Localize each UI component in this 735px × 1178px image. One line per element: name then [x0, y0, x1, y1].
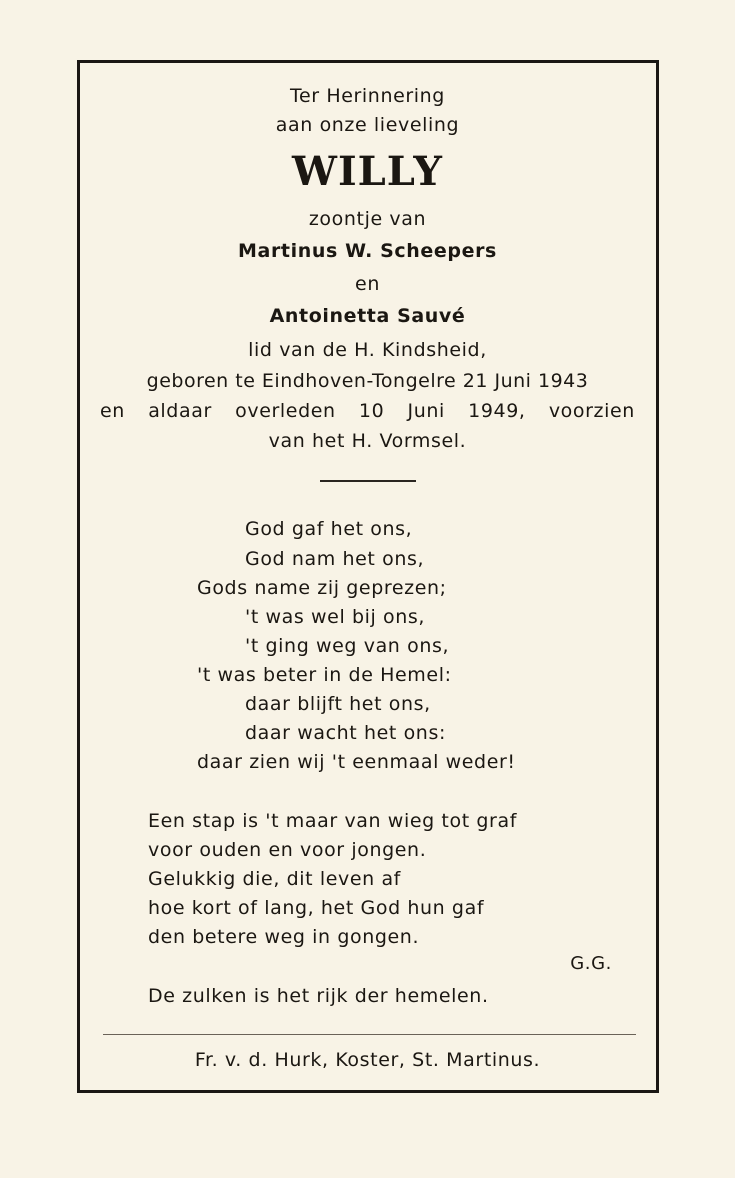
poem1-line: 't ging weg van ons, — [245, 635, 450, 657]
death-word: aldaar — [148, 400, 212, 422]
death-word: voorzien — [548, 400, 635, 422]
heading-line-2: aan onze lieveling — [275, 114, 460, 136]
poem1-line: God gaf het ons, — [245, 518, 413, 540]
conjunction-text: en — [355, 273, 380, 295]
birth-text: geboren te Eindhoven-Tongelre 21 Juni 1943 — [146, 370, 589, 392]
death-word: 10 — [358, 400, 385, 422]
poem1-line: 't was wel bij ons, — [245, 606, 426, 628]
death-line — [100, 399, 635, 423]
printer-credit: Fr. v. d. Hurk, Koster, St. Martinus. — [194, 1049, 541, 1071]
death-word: Juni — [407, 400, 445, 422]
poem2-line: voor ouden en voor jongen. — [148, 839, 427, 861]
poem-signature: G.G. — [570, 953, 612, 974]
birth-line — [100, 369, 635, 393]
poem2-line: den betere weg in gongen. — [148, 926, 420, 948]
father-name: Martinus W. Scheepers — [238, 240, 497, 262]
separator-rule — [320, 480, 416, 482]
poem1-line: daar zien wij 't eenmaal weder! — [197, 751, 516, 773]
poem1-line: 't was beter in de Hemel: — [197, 664, 452, 686]
beatitude-text: De zulken is het rijk der hemelen. — [148, 985, 489, 1007]
poem2-line: Een stap is 't maar van wieg tot graf — [148, 810, 517, 832]
poem2-line: hoe kort of lang, het God hun gaf — [148, 897, 485, 919]
death-word: 1949, — [468, 400, 526, 422]
confirmation-text: van het H. Vormsel. — [268, 430, 467, 452]
death-word: en — [100, 400, 125, 422]
mother-name: Antoinetta Sauvé — [269, 305, 466, 327]
deceased-name: WILLY — [292, 148, 443, 195]
heading-line-1: Ter Herinnering — [290, 85, 445, 107]
poem2-line: Gelukkig die, dit leven af — [148, 868, 401, 890]
membership-text: lid van de H. Kindsheid, — [248, 339, 487, 361]
poem1-line: daar blijft het ons, — [245, 693, 431, 715]
death-word: overleden — [235, 400, 336, 422]
footer-rule — [103, 1034, 636, 1035]
poem1-line: Gods name zij geprezen; — [197, 577, 447, 599]
relation-text: zoontje van — [308, 208, 427, 230]
poem1-line: daar wacht het ons: — [245, 722, 446, 744]
poem1-line: God nam het ons, — [245, 548, 425, 570]
